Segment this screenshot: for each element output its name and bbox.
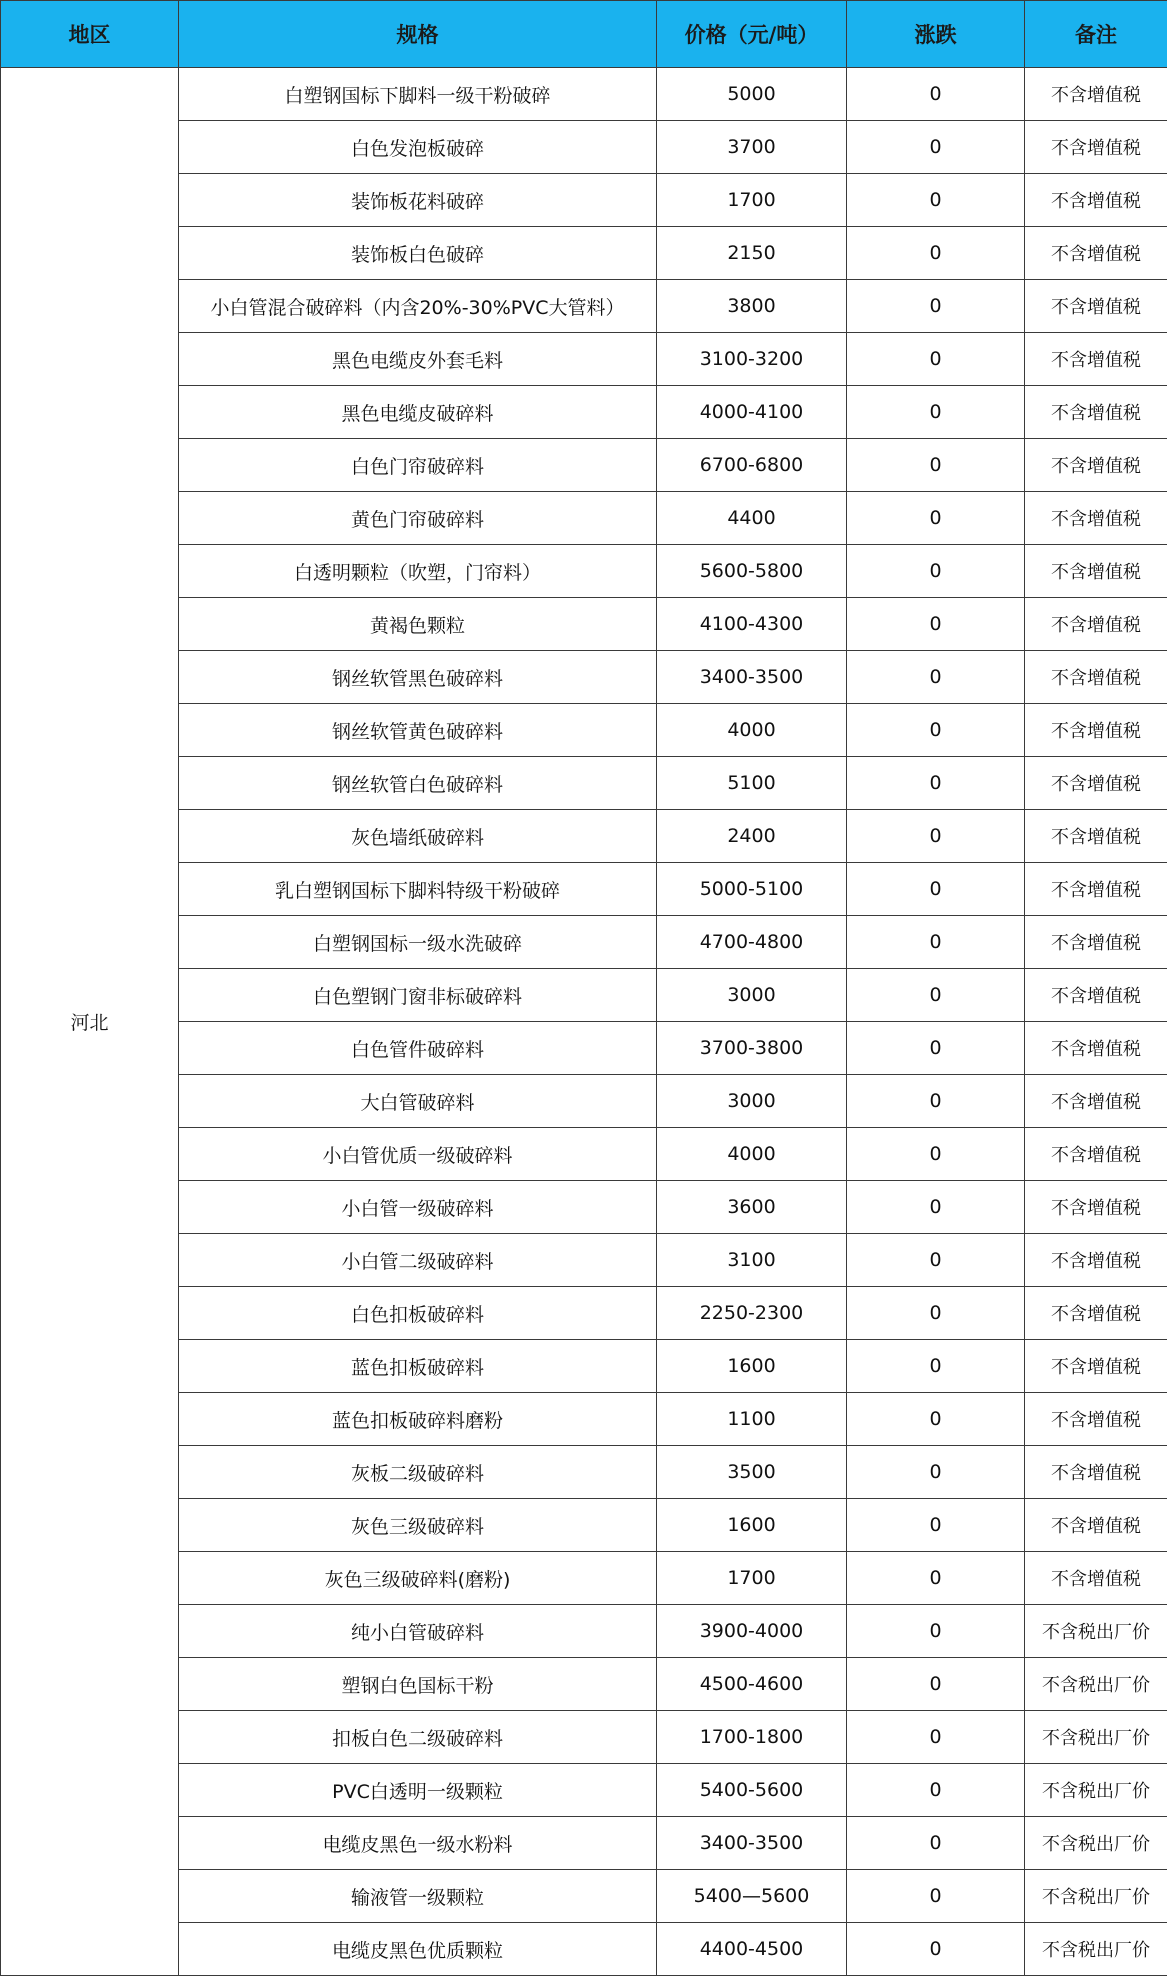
change-cell: 0: [847, 1446, 1025, 1499]
change-cell: 0: [847, 969, 1025, 1022]
spec-cell: PVC白透明一级颗粒: [179, 1764, 657, 1817]
price-cell: 4000: [657, 1128, 847, 1181]
spec-cell: 电缆皮黑色优质颗粒: [179, 1923, 657, 1976]
spec-cell: 蓝色扣板破碎料磨粉: [179, 1393, 657, 1446]
remark-cell: 不含增值税: [1025, 863, 1167, 916]
remark-cell: 不含增值税: [1025, 68, 1167, 121]
change-cell: 0: [847, 704, 1025, 757]
price-cell: 3400-3500: [657, 651, 847, 704]
spec-cell: 白色门帘破碎料: [179, 439, 657, 492]
spec-cell: 小白管一级破碎料: [179, 1181, 657, 1234]
remark-cell: 不含增值税: [1025, 439, 1167, 492]
change-cell: 0: [847, 174, 1025, 227]
price-cell: 3800: [657, 280, 847, 333]
spec-cell: 装饰板白色破碎: [179, 227, 657, 280]
remark-cell: 不含增值税: [1025, 227, 1167, 280]
remark-cell: 不含增值税: [1025, 704, 1167, 757]
remark-cell: 不含增值税: [1025, 1446, 1167, 1499]
remark-cell: 不含增值税: [1025, 174, 1167, 227]
spec-cell: 钢丝软管黑色破碎料: [179, 651, 657, 704]
price-cell: 3600: [657, 1181, 847, 1234]
spec-cell: 灰色三级破碎料(磨粉): [179, 1552, 657, 1605]
price-cell: 1700-1800: [657, 1711, 847, 1764]
remark-cell: 不含增值税: [1025, 1393, 1167, 1446]
price-cell: 5600-5800: [657, 545, 847, 598]
change-cell: 0: [847, 1711, 1025, 1764]
remark-cell: 不含增值税: [1025, 598, 1167, 651]
change-cell: 0: [847, 121, 1025, 174]
change-cell: 0: [847, 1658, 1025, 1711]
spec-cell: 灰色三级破碎料: [179, 1499, 657, 1552]
spec-cell: 装饰板花料破碎: [179, 174, 657, 227]
table-header: [1, 1, 1167, 68]
price-cell: 3700: [657, 121, 847, 174]
price-cell: 3500: [657, 1446, 847, 1499]
remark-cell: 不含增值税: [1025, 651, 1167, 704]
change-cell: 0: [847, 1181, 1025, 1234]
change-cell: 0: [847, 227, 1025, 280]
change-cell: 0: [847, 68, 1025, 121]
table-body: [1, 68, 1167, 1976]
spec-cell: 白塑钢国标一级水洗破碎: [179, 916, 657, 969]
price-cell: 4500-4600: [657, 1658, 847, 1711]
price-cell: 3100-3200: [657, 333, 847, 386]
change-cell: 0: [847, 757, 1025, 810]
price-cell: 3000: [657, 1075, 847, 1128]
header-remark: 备注: [1025, 1, 1167, 68]
change-cell: 0: [847, 916, 1025, 969]
price-cell: 2150: [657, 227, 847, 280]
remark-cell: 不含税出厂价: [1025, 1870, 1167, 1923]
spec-cell: 灰色墙纸破碎料: [179, 810, 657, 863]
remark-cell: 不含增值税: [1025, 1075, 1167, 1128]
price-cell: 3400-3500: [657, 1817, 847, 1870]
change-cell: 0: [847, 1870, 1025, 1923]
remark-cell: 不含增值税: [1025, 1234, 1167, 1287]
remark-cell: 不含税出厂价: [1025, 1817, 1167, 1870]
price-cell: 3700-3800: [657, 1022, 847, 1075]
change-cell: 0: [847, 333, 1025, 386]
change-cell: 0: [847, 810, 1025, 863]
header-spec: 规格: [179, 1, 657, 68]
spec-cell: 蓝色扣板破碎料: [179, 1340, 657, 1393]
change-cell: 0: [847, 1499, 1025, 1552]
remark-cell: 不含增值税: [1025, 386, 1167, 439]
price-cell: 1100: [657, 1393, 847, 1446]
price-cell: 1600: [657, 1340, 847, 1393]
change-cell: 0: [847, 1817, 1025, 1870]
remark-cell: 不含增值税: [1025, 1552, 1167, 1605]
remark-cell: 不含增值税: [1025, 757, 1167, 810]
spec-cell: 白色塑钢门窗非标破碎料: [179, 969, 657, 1022]
price-cell: 2400: [657, 810, 847, 863]
remark-cell: 不含税出厂价: [1025, 1923, 1167, 1976]
spec-cell: 黄褐色颗粒: [179, 598, 657, 651]
price-cell: 5400—5600: [657, 1870, 847, 1923]
remark-cell: 不含增值税: [1025, 810, 1167, 863]
price-cell: 1700: [657, 1552, 847, 1605]
remark-cell: 不含税出厂价: [1025, 1711, 1167, 1764]
spec-cell: 黑色电缆皮外套毛料: [179, 333, 657, 386]
change-cell: 0: [847, 1764, 1025, 1817]
change-cell: 0: [847, 1923, 1025, 1976]
header-change: 涨跌: [847, 1, 1025, 68]
spec-cell: 黑色电缆皮破碎料: [179, 386, 657, 439]
table-row: [1, 68, 1167, 121]
remark-cell: 不含增值税: [1025, 1022, 1167, 1075]
spec-cell: 白色扣板破碎料: [179, 1287, 657, 1340]
remark-cell: 不含增值税: [1025, 969, 1167, 1022]
spec-cell: 输液管一级颗粒: [179, 1870, 657, 1923]
change-cell: 0: [847, 651, 1025, 704]
change-cell: 0: [847, 439, 1025, 492]
price-cell: 5100: [657, 757, 847, 810]
header-region: 地区: [1, 1, 179, 68]
spec-cell: 白色管件破碎料: [179, 1022, 657, 1075]
spec-cell: 白色发泡板破碎: [179, 121, 657, 174]
change-cell: 0: [847, 1022, 1025, 1075]
price-cell: 4700-4800: [657, 916, 847, 969]
price-cell: 4000-4100: [657, 386, 847, 439]
spec-cell: 扣板白色二级破碎料: [179, 1711, 657, 1764]
remark-cell: 不含增值税: [1025, 280, 1167, 333]
spec-cell: 钢丝软管黄色破碎料: [179, 704, 657, 757]
remark-cell: 不含增值税: [1025, 1340, 1167, 1393]
remark-cell: 不含税出厂价: [1025, 1764, 1167, 1817]
change-cell: 0: [847, 1234, 1025, 1287]
price-cell: 6700-6800: [657, 439, 847, 492]
price-cell: 5400-5600: [657, 1764, 847, 1817]
price-cell: 1700: [657, 174, 847, 227]
price-cell: 1600: [657, 1499, 847, 1552]
change-cell: 0: [847, 598, 1025, 651]
price-cell: 3900-4000: [657, 1605, 847, 1658]
change-cell: 0: [847, 1128, 1025, 1181]
change-cell: 0: [847, 1075, 1025, 1128]
remark-cell: 不含增值税: [1025, 1128, 1167, 1181]
price-cell: 3000: [657, 969, 847, 1022]
price-cell: 4400-4500: [657, 1923, 847, 1976]
change-cell: 0: [847, 1287, 1025, 1340]
change-cell: 0: [847, 545, 1025, 598]
spec-cell: 小白管混合破碎料（内含20%-30%PVC大管料）: [179, 280, 657, 333]
spec-cell: 钢丝软管白色破碎料: [179, 757, 657, 810]
spec-cell: 乳白塑钢国标下脚料特级干粉破碎: [179, 863, 657, 916]
change-cell: 0: [847, 1393, 1025, 1446]
remark-cell: 不含增值税: [1025, 333, 1167, 386]
spec-cell: 大白管破碎料: [179, 1075, 657, 1128]
change-cell: 0: [847, 1605, 1025, 1658]
price-cell: 3100: [657, 1234, 847, 1287]
header-row: [1, 1, 1167, 68]
change-cell: 0: [847, 1340, 1025, 1393]
remark-cell: 不含增值税: [1025, 492, 1167, 545]
spec-cell: 小白管二级破碎料: [179, 1234, 657, 1287]
change-cell: 0: [847, 280, 1025, 333]
remark-cell: 不含增值税: [1025, 1181, 1167, 1234]
price-cell: 4000: [657, 704, 847, 757]
price-cell: 2250-2300: [657, 1287, 847, 1340]
remark-cell: 不含增值税: [1025, 545, 1167, 598]
spec-cell: 黄色门帘破碎料: [179, 492, 657, 545]
price-cell: 5000-5100: [657, 863, 847, 916]
price-cell: 5000: [657, 68, 847, 121]
spec-cell: 纯小白管破碎料: [179, 1605, 657, 1658]
remark-cell: 不含增值税: [1025, 121, 1167, 174]
change-cell: 0: [847, 492, 1025, 545]
spec-cell: 小白管优质一级破碎料: [179, 1128, 657, 1181]
change-cell: 0: [847, 386, 1025, 439]
price-cell: 4100-4300: [657, 598, 847, 651]
remark-cell: 不含增值税: [1025, 1499, 1167, 1552]
change-cell: 0: [847, 863, 1025, 916]
remark-cell: 不含增值税: [1025, 1287, 1167, 1340]
spec-cell: 灰板二级破碎料: [179, 1446, 657, 1499]
spec-cell: 塑钢白色国标干粉: [179, 1658, 657, 1711]
spec-cell: 白塑钢国标下脚料一级干粉破碎: [179, 68, 657, 121]
spec-cell: 电缆皮黑色一级水粉料: [179, 1817, 657, 1870]
remark-cell: 不含税出厂价: [1025, 1658, 1167, 1711]
header-price: 价格（元/吨）: [657, 1, 847, 68]
change-cell: 0: [847, 1552, 1025, 1605]
spec-cell: 白透明颗粒（吹塑，门帘料）: [179, 545, 657, 598]
price-cell: 4400: [657, 492, 847, 545]
region-cell: 河北: [1, 68, 179, 1976]
remark-cell: 不含税出厂价: [1025, 1605, 1167, 1658]
remark-cell: 不含增值税: [1025, 916, 1167, 969]
